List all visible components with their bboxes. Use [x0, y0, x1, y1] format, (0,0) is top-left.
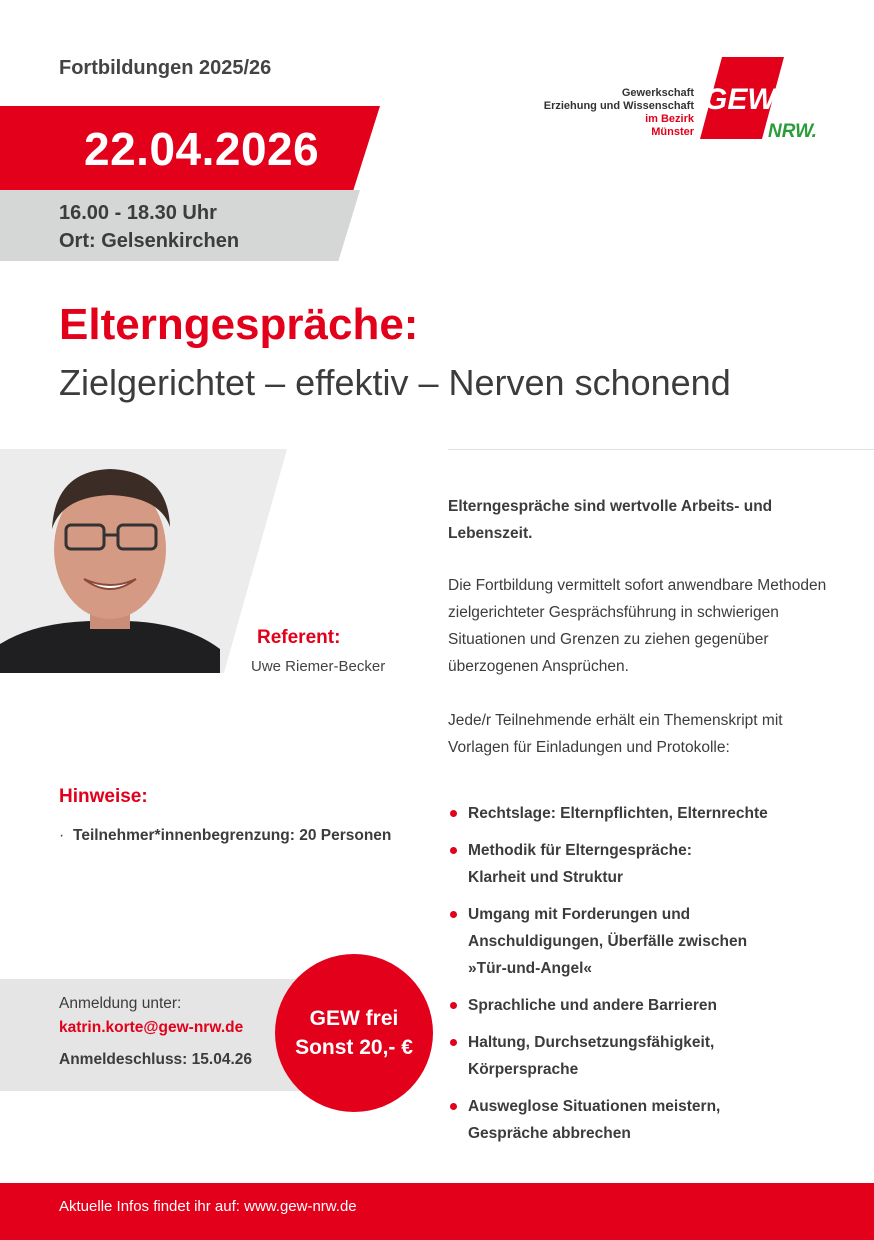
- hint-item: [59, 827, 391, 845]
- divider: [448, 449, 874, 450]
- description-paragraph-1: Die Fortbildung vermittelt sofort anwendbare Methoden zielgerichteter Gesprächsführung in schwierigen Situationen und Grenzen zu ziehen gegenüber überzogenen Ansprüchen.: [448, 577, 827, 675]
- series-label: Fortbildungen 2025/26: [59, 57, 272, 79]
- hint-bullet: ·: [59, 827, 65, 844]
- registration-email-link[interactable]: katrin.korte@gew-nrw.de: [59, 1019, 244, 1036]
- logo-line-union-name: Erziehung und Wissenschaft: [543, 100, 694, 112]
- referent-photo: [0, 449, 287, 673]
- registration-label: Anmeldung unter:: [59, 995, 182, 1012]
- footer-text[interactable]: Aktuelle Infos findet ihr auf: www.gew-nrw.de: [59, 1198, 357, 1215]
- portrait-illustration: [0, 449, 287, 673]
- event-date: 22.04.2026: [84, 123, 320, 175]
- referent-label: Referent:: [257, 627, 341, 648]
- referent-name: Uwe Riemer-Becker: [251, 658, 386, 675]
- price-others: Sonst 20,- €: [295, 1036, 413, 1059]
- page-subtitle: Zielgerichtet – effektiv – Nerven schonend: [59, 362, 731, 403]
- topic-item: Ausweglose Situationen meistern, Gespräche abbrechen: [448, 1093, 748, 1147]
- logo-text: [544, 87, 694, 139]
- topic-item: Sprachliche und andere Barrieren: [448, 992, 848, 1019]
- topic-item: Rechtslage: Elternpflichten, Elternrechte: [448, 800, 848, 827]
- intro-text: Elterngespräche sind wertvolle Arbeits- und Lebenszeit.: [448, 498, 773, 542]
- price-members: GEW frei: [309, 1007, 399, 1030]
- logo-line-union: Gewerkschaft: [621, 87, 694, 99]
- logo-line-city: Münster: [651, 126, 694, 138]
- description-paragraph-2: Jede/r Teilnehmende erhält ein Themenskript mit Vorlagen für Einladungen und Protokolle:: [448, 712, 783, 756]
- hint-text: Teilnehmer*innenbegrenzung: 20 Personen: [73, 827, 392, 844]
- topic-item: Haltung, Durchsetzungsfähigkeit, Körpersprache: [448, 1029, 738, 1083]
- event-location: Ort: Gelsenkirchen: [59, 230, 240, 252]
- event-time-location: [59, 199, 239, 255]
- gew-nrw-logo: [700, 57, 830, 147]
- logo-gew-text: GEW: [704, 83, 776, 116]
- registration-deadline: Anmeldeschluss: 15.04.26: [59, 1051, 252, 1068]
- hints-title: Hinweise:: [59, 786, 148, 807]
- price-badge: [275, 954, 433, 1112]
- topic-list: [448, 800, 848, 1157]
- logo-nrw-text: NRW.: [768, 121, 817, 142]
- logo-line-district: im Bezirk: [645, 113, 694, 125]
- page-title: Elterngespräche:: [59, 300, 419, 349]
- topic-item: Umgang mit Forderungen und Anschuldigungen, Überfälle zwischen »Tür-und-Angel«: [448, 901, 768, 982]
- topic-item: Methodik für Elterngespräche: Klarheit und Struktur: [448, 837, 718, 891]
- event-time: 16.00 - 18.30 Uhr: [59, 202, 217, 224]
